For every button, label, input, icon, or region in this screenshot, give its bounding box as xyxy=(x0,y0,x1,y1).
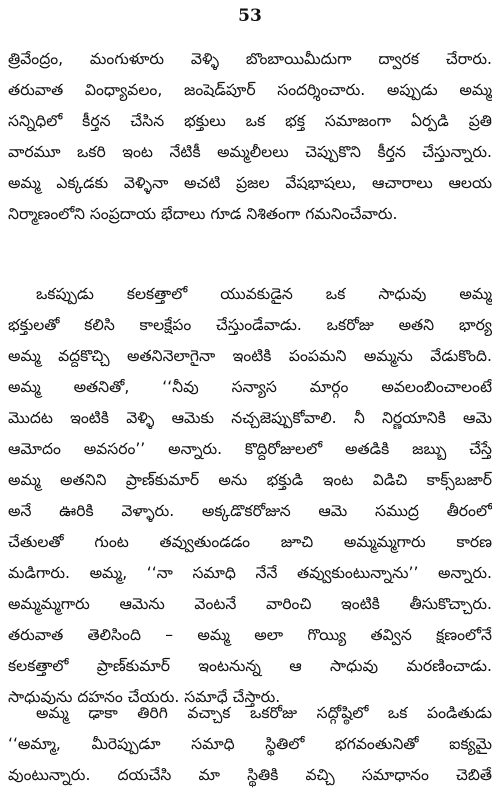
text-line: అమ్మ అతనితో, ‘‘నీవు సన్యాస మార్గం అవలంబించాలంటే xyxy=(8,378,492,396)
text-line: అమ్మ ఎక్కడకు వెళ్ళినా అచటి ప్రజల వేషభాషలు, ఆచారాలు ఆలయ xyxy=(8,174,492,192)
text-line: మొదట ఇంటికి వెళ్ళి ఆమెకు నచ్చజెప్పుకోవాలి. నీ నిర్ణయానికి ఆమె xyxy=(8,409,492,427)
text-line: ఒకప్పుడు కలకత్తాలో యువకుడైన ఒక సాధువు అమ్మ xyxy=(36,285,492,303)
text-line: త్రివేంద్రం, మంగుళూరు వెళ్ళి బొంబాయిమీదుగా ద్వారక చేరారు. xyxy=(8,50,492,68)
text-line: అమ్మమ్మగారు ఆమెను వెంటనే వారించి ఇంటికి తీసుకొచ్చారు. xyxy=(8,595,492,613)
text-line: అమ్మ ఢాకా తిరిగి వచ్చాక ఒకరోజు సద్గోష్ఠిలో ఒక పండితుడు xyxy=(36,704,492,722)
text-line: వుంటున్నారు. దయచేసి మా స్థితికి వచ్చి సమాధానం చెబితే xyxy=(8,766,492,784)
text-line: నిర్మాణంలోని సంప్రదాయ భేదాలు గూడ నిశితంగా గమనించేవారు. xyxy=(8,205,398,223)
text-line: సాధువును దహనం చేయరు. సమాధే చేస్తారు. xyxy=(8,688,281,706)
text-line: కలకత్తాలో ప్రాణ్‌కుమార్ ఇంటనున్న ఆ సాధువు మరణించాడు. xyxy=(8,657,492,675)
text-line: మడిగారు. అమ్మ, ‘‘నా సమాధి నేనే తవ్వుకుంటున్నాను’’ అన్నారు. xyxy=(8,564,492,582)
text-line: అమ్మ అతనిని ప్రాణ్‌కుమార్ అను భక్తుడి ఇంట విడిచి కాక్స్‌బజార్ xyxy=(8,471,492,489)
text-line: అనే ఊరికి వెళ్ళారు. అక్కడొకరోజున ఆమె సముద్ర తీరంలో xyxy=(8,502,492,520)
text-line: తరువాత వింధ్యావలం, జంషెడ్‌పూర్ సందర్శించారు. అప్పుడు అమ్మ xyxy=(8,81,492,99)
text-line: తరువాత తెలిసింది – అమ్మ అలా గొయ్యి తవ్విన క్షణంలోనే xyxy=(8,626,492,644)
paragraph-3 xyxy=(8,698,492,791)
text-line: ‘‘అమ్మా, మీరెప్పుడూ సమాధి స్థితిలో భగవంతునితో ఐక్యమై xyxy=(8,735,492,753)
text-line: వారమూ ఒకరి ఇంట నేటికీ అమ్మలీలలు చెప్పుకొని కీర్తన చేస్తున్నారు. xyxy=(8,143,492,161)
paragraph-2 xyxy=(8,279,492,713)
text-line: సన్నిధిలో కీర్తన చేసిన భక్తులు ఒక భక్త సమాజంగా ఏర్పడి ప్రతి xyxy=(8,112,492,130)
text-line: అమ్మ వద్దకొచ్చి అతనినెలాగైనా ఇంటికి పంపమని అమ్మను వేడుకొంది. xyxy=(8,347,492,365)
page-number: 53 xyxy=(238,6,262,26)
text-line: చేతులతో గుంట తవ్వుతుండడం జూచి అమ్మమ్మగారు కారణ xyxy=(8,533,492,551)
text-line: ఆమోదం అవసరం’’ అన్నారు. కొద్దిరోజులలో అతడికి జబ్బు చేస్తే xyxy=(8,440,492,458)
text-line: భక్తులతో కలిసి కాలక్షేపం చేస్తుండేవాడు. ఒకరోజు అతని భార్య xyxy=(8,316,492,334)
paragraph-1 xyxy=(8,44,492,230)
